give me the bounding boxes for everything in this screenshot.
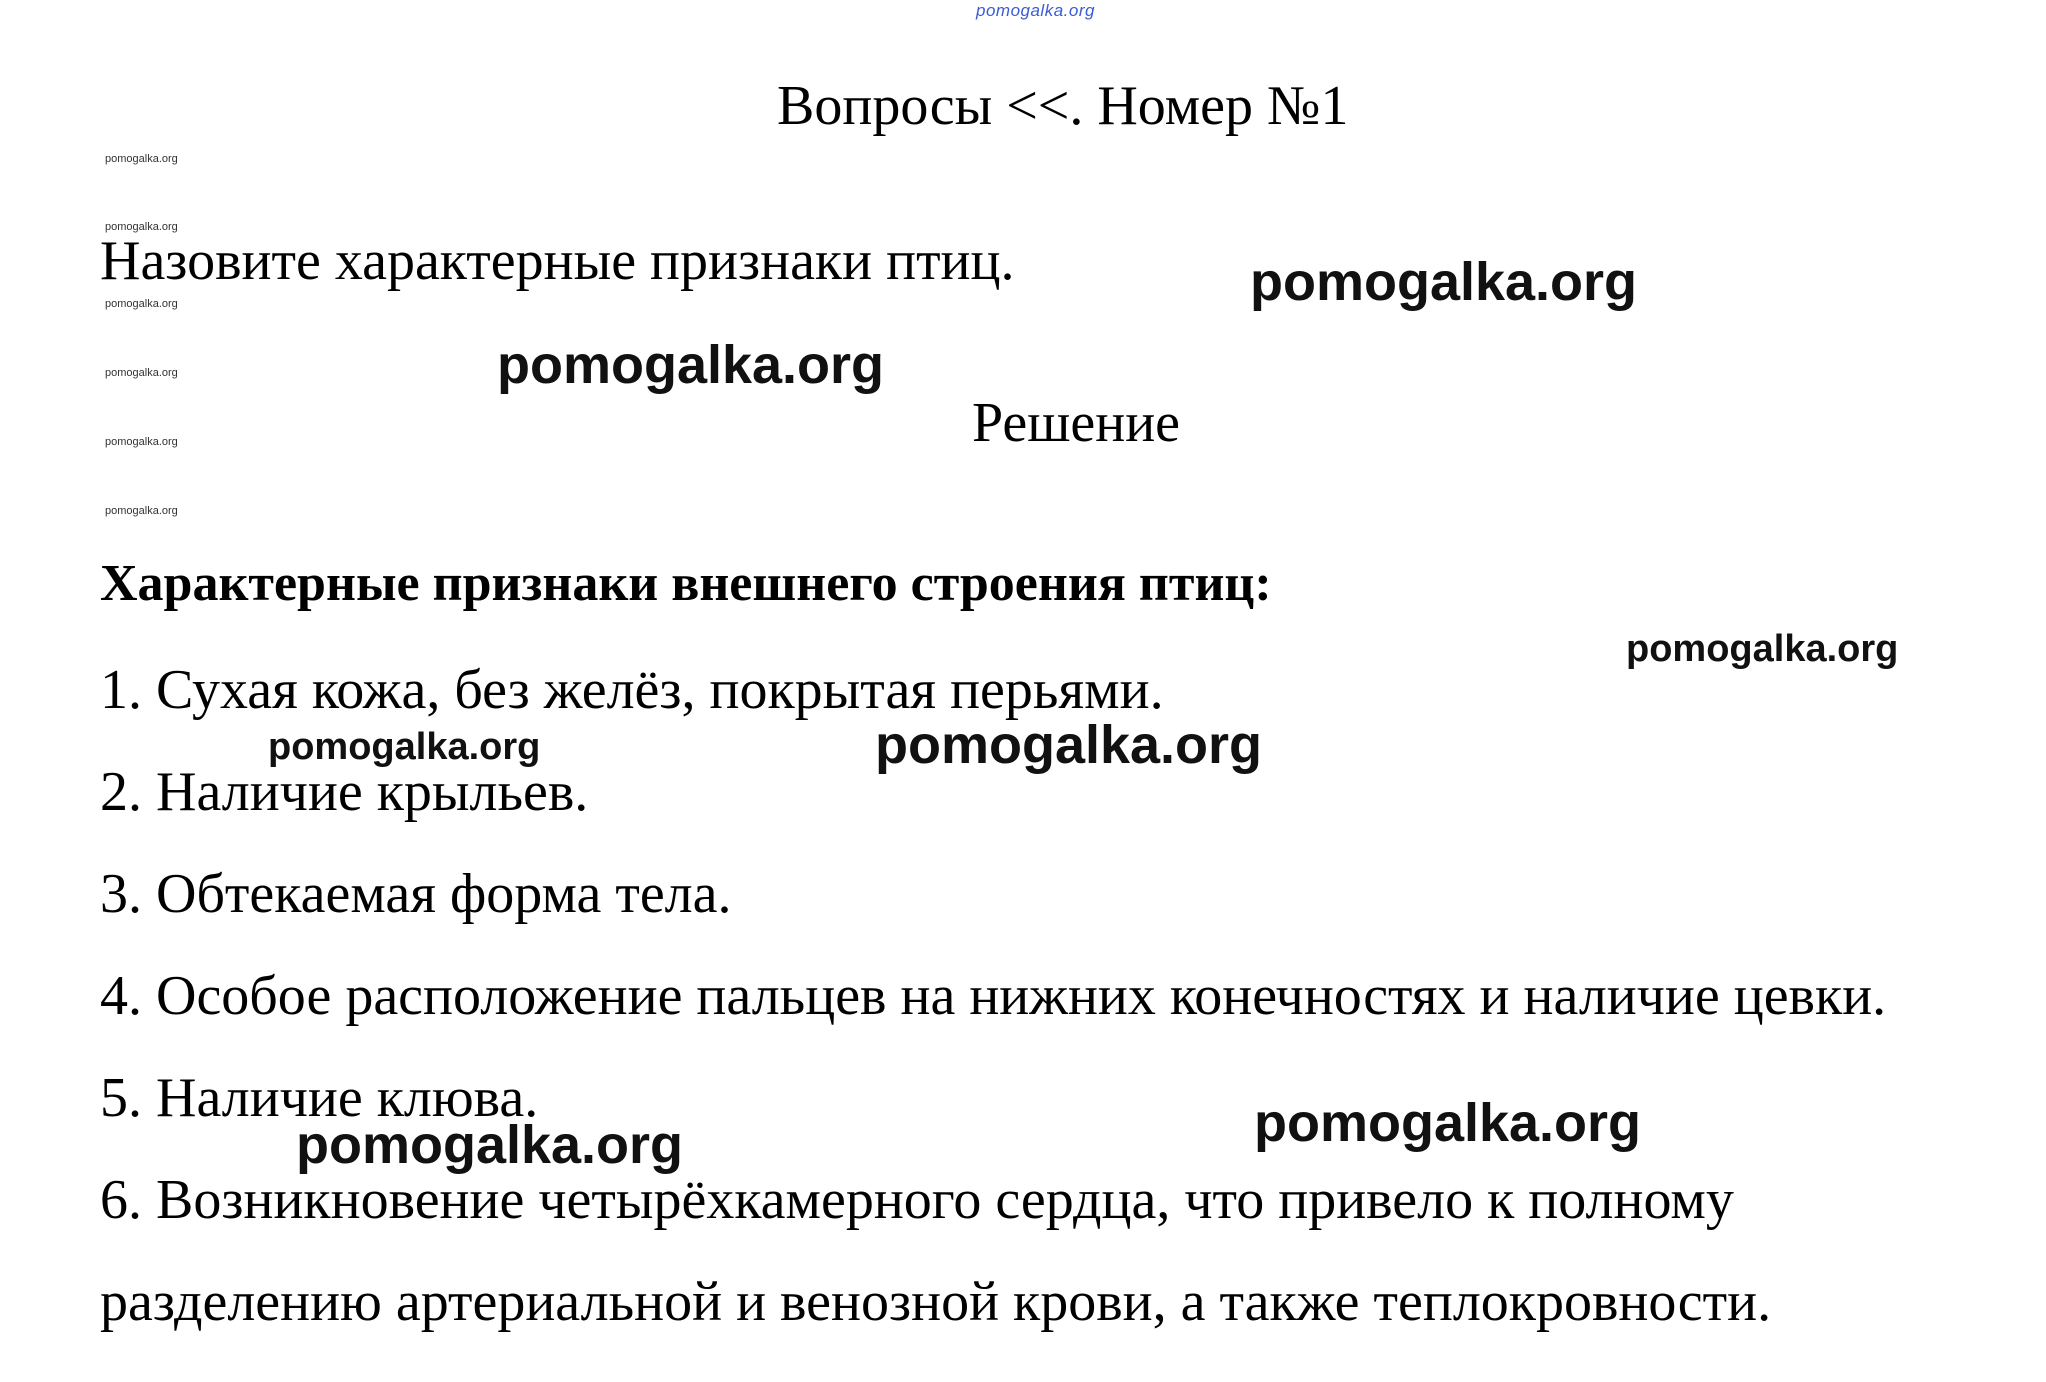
watermark-small: pomogalka.org: [105, 298, 178, 310]
solution-label: Решение: [972, 392, 1181, 454]
watermark-large: pomogalka.org: [1626, 628, 1899, 670]
watermark-small: pomogalka.org: [105, 367, 178, 379]
site-link[interactable]: pomogalka.org: [976, 1, 1095, 20]
watermark-large: pomogalka.org: [1254, 1093, 1642, 1153]
answer-item: 1. Сухая кожа, без желёз, покрытая перьями.: [100, 659, 1164, 721]
watermark-large: pomogalka.org: [296, 1115, 684, 1175]
answer-item: 6. Возникновение четырёхкамерного сердца, что привело к полному: [100, 1169, 1734, 1231]
page-title: Вопросы <<. Номер №1: [777, 75, 1349, 137]
watermark-large: pomogalka.org: [875, 715, 1263, 775]
watermark-large: pomogalka.org: [497, 335, 885, 395]
answer-item: 4. Особое расположение пальцев на нижних конечностях и наличие цевки.: [100, 965, 1887, 1027]
question-text: Назовите характерные признаки птиц.: [100, 230, 1015, 292]
watermark-small: pomogalka.org: [105, 221, 178, 233]
watermark-large: pomogalka.org: [268, 726, 541, 768]
answer-item: 3. Обтекаемая форма тела.: [100, 863, 732, 925]
watermark-small: pomogalka.org: [105, 505, 178, 517]
answer-heading: Характерные признаки внешнего строения птиц:: [100, 555, 1272, 612]
answer-item: 5. Наличие клюва.: [100, 1067, 539, 1129]
watermark-large: pomogalka.org: [1250, 252, 1638, 312]
watermark-small: pomogalka.org: [105, 153, 178, 165]
watermark-small: pomogalka.org: [105, 436, 178, 448]
answer-item: 2. Наличие крыльев.: [100, 761, 589, 823]
answer-item-continuation: разделению артериальной и венозной крови, а также теплокровности.: [100, 1271, 1772, 1333]
